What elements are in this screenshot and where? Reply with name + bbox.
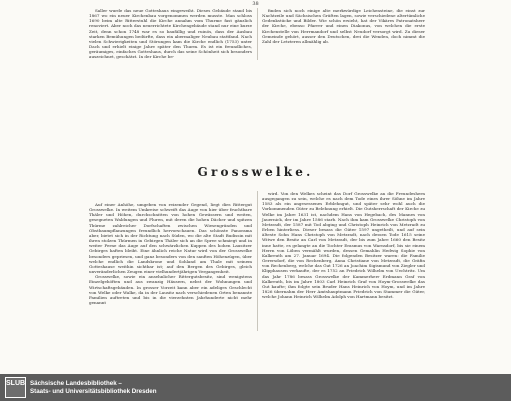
text-column-bottom-right	[262, 191, 425, 299]
paragraph: finden sich noch einige alte merkwürdige Leichensteine, die einst zur Nachtzeile und Sächsischen Grüften lagen, sowie verschiedene altertümliche Gedenkstücke und Bilder. Wie schön ersieht, hat der Vikäres Patronatsherr der Kirche, ebenso Pfarrer und einen Diakonus, von welchen die erste Kirchenstelle von Herrmandorf und selbst Neudorf versorgt wird. Zu dieser Gemeinde gehört, ausser den Deutschen, drei die Wenden, doch nimmt die Zahl der Letzteren allmählig ab.	[262, 8, 425, 44]
text-column-top-right	[262, 8, 425, 44]
text-column-bottom-left	[89, 202, 252, 305]
paragraph: wird. Von den Welkes scheint das Dorf Grosswelke an die Freundeshern ausgegangen zu sein, welche es nach dem Tode eines ihrer Söhne im Jahre 1583 als ein angesessenes Erblehngut, und später sehr wohl auch die Vorkommenden Güter zu Belehnung erhielt. Die Gutsherrschaft der Kirche zu Welke im Jahre 1631 ist, nachdem Hans von Hegebach, des Mannes von Jauernick, der im Jahre 1586 starb. Nach ihm kam Grosswelke Christoph von Metzradt, der 1587 mit Tod abging und Christoph Heinrich von Metzradt zu Erben hinterliess. Dieser besass die Güter 1597 ungetheilt, und auf sein älteste Sohn Hans Christoph von Metzradt, nach dessen Tode 1615 seine Witwe den Besitz an Carl von Metzradt, der bis zum Jahre 1660 den Besitz inne hatte, es gelangte an die Tochter Erasmus von Warnsdorf, bis sie einem Herrn von Löben vermählt wurden, dessen Gemahlin Hedwig Sophie von Kalkreuth am 27. Januar 1694. Die folgenden Besitzer waren: die Familie Gerersdorf, die von Rechenberg, Anna Christiane von Metzradt, die Gräfin von Rechenberg, welche das Gut 1726 an Joachim Sigismund von Ziegler und Klipphausen verkaufte, der es 1752 an Friedrich Wilhelm von Uechtritz. Um das Jahr 1786 besass Grosswelke der Kammerherr Erdmann Graf von Kalkreuth, bis im Jahre 1803 Carl Heinrich Graf von Hoym-Grosswelke das Gut kaufte; ihm folgte sein Bruder Hans Heinrich von Hoym, und im Jahre 1826 übernahm der Herr Amtshauptmann Friedrich von Stammer die Güter, welche Johann Heinrich Wilhelm Adolph von Hartmann besitzt.	[262, 191, 425, 300]
paragraph: Grosswelke, sowie ein ansehnlicher Rittergutsbesitz, sind wenigstens Einzelgehöften und aus zwanzig Häusern, nebst der Wohnungen und Wirtschaftsgebäuden. In grosser Vorzeit kann aber ein adeliges Geschlecht von Welke oder Walke, da in der Lausitz nach verschiedenen Orten benannte Familien auftreten und bis in die vierzehnten Jahrhunderte nicht mehr genannt	[89, 274, 252, 305]
paragraph: Auf einer Anhöhe, umgeben von reizender Gegend, liegt dies Rittergut Grosswelke. In weitem Umkreise schweift das Auge von hier über fruchtbare Thäler und Höhen, durchschnitten von hohen Gewässern und weiten, gesegneten Waldungen und Fluren, mit deren die hohen Dächer und spitzen Thürme zahlreicher Dorfschaften zwischen Wiesengründen und Obstbaumpflanzungen freundlich hervorschauen. Das schönste Panorama aber, bietet sich in der Richtung nach Süden, wo die alte Stadt Budissin mit ihren stolzen Thürmen in Gebirgen Thäler sich an die Spree schmiegt und in weiter Ferne das Auge auf den schwärzlichen Kuppen des hohen Lausitzer Gebirges haften bleibt. Eine ähnlich reiche Natur wird von der Grosswelke besonders gepriesen, und ganz besonders von den sanften Höhenzügen, über welche endlich die Landskrone und Sohland am Thale mit seinem Gotteshause weithin sichtbar ist; auf den Bergen des Gebirges, gleich unveränderlichen Zeugen einer vielhundertjährigen Vergangenheit.	[89, 202, 252, 275]
logo-text: SLUB	[6, 380, 26, 387]
text-column-top-left	[89, 8, 252, 60]
library-footer	[0, 374, 511, 401]
library-name-line-1: Sächsische Landesbibliothek –	[30, 380, 122, 387]
page-number: 38	[252, 1, 259, 7]
library-name-line-2: Staats- und Universitätsbibliothek Dresden	[30, 388, 157, 395]
column-divider	[257, 8, 258, 60]
paragraph: Saller wurde das neue Gotteshaus eingeweiht. Dieses Gebäude stand bis 1867 wo ein neuer Kirchenbau vorgenommen werden musste. Man schloss 1690 beim alte Ritterstuhl die Kirche annahm vom Thurme fast gänzlich renoviert. Aber noch das neuerrichtete Kirchengebäude stand nur eine kurze Zeit, denn schon 1748 war es so baufällig und ruinös, dass der Ausbau starken Bemühungen bedürfte, dass ein abermaliger Neubau stattfand. Nach vielen Schwierigkeiten und Störungen kam die Kirche endlich (1753) unter Dach und erhielt einige Jahre später den Thurm. Es ist ein freundliches, geräumiges, einfaches Gotteshaus, durch das seine Schönheit sich besonders auszeichnet, geschätzt. In der Kirche be-	[89, 8, 252, 60]
library-name[interactable]	[30, 380, 157, 396]
section-heading: Grosswelke.	[197, 165, 314, 179]
library-logo-icon[interactable]	[5, 377, 26, 398]
column-divider	[257, 191, 258, 331]
